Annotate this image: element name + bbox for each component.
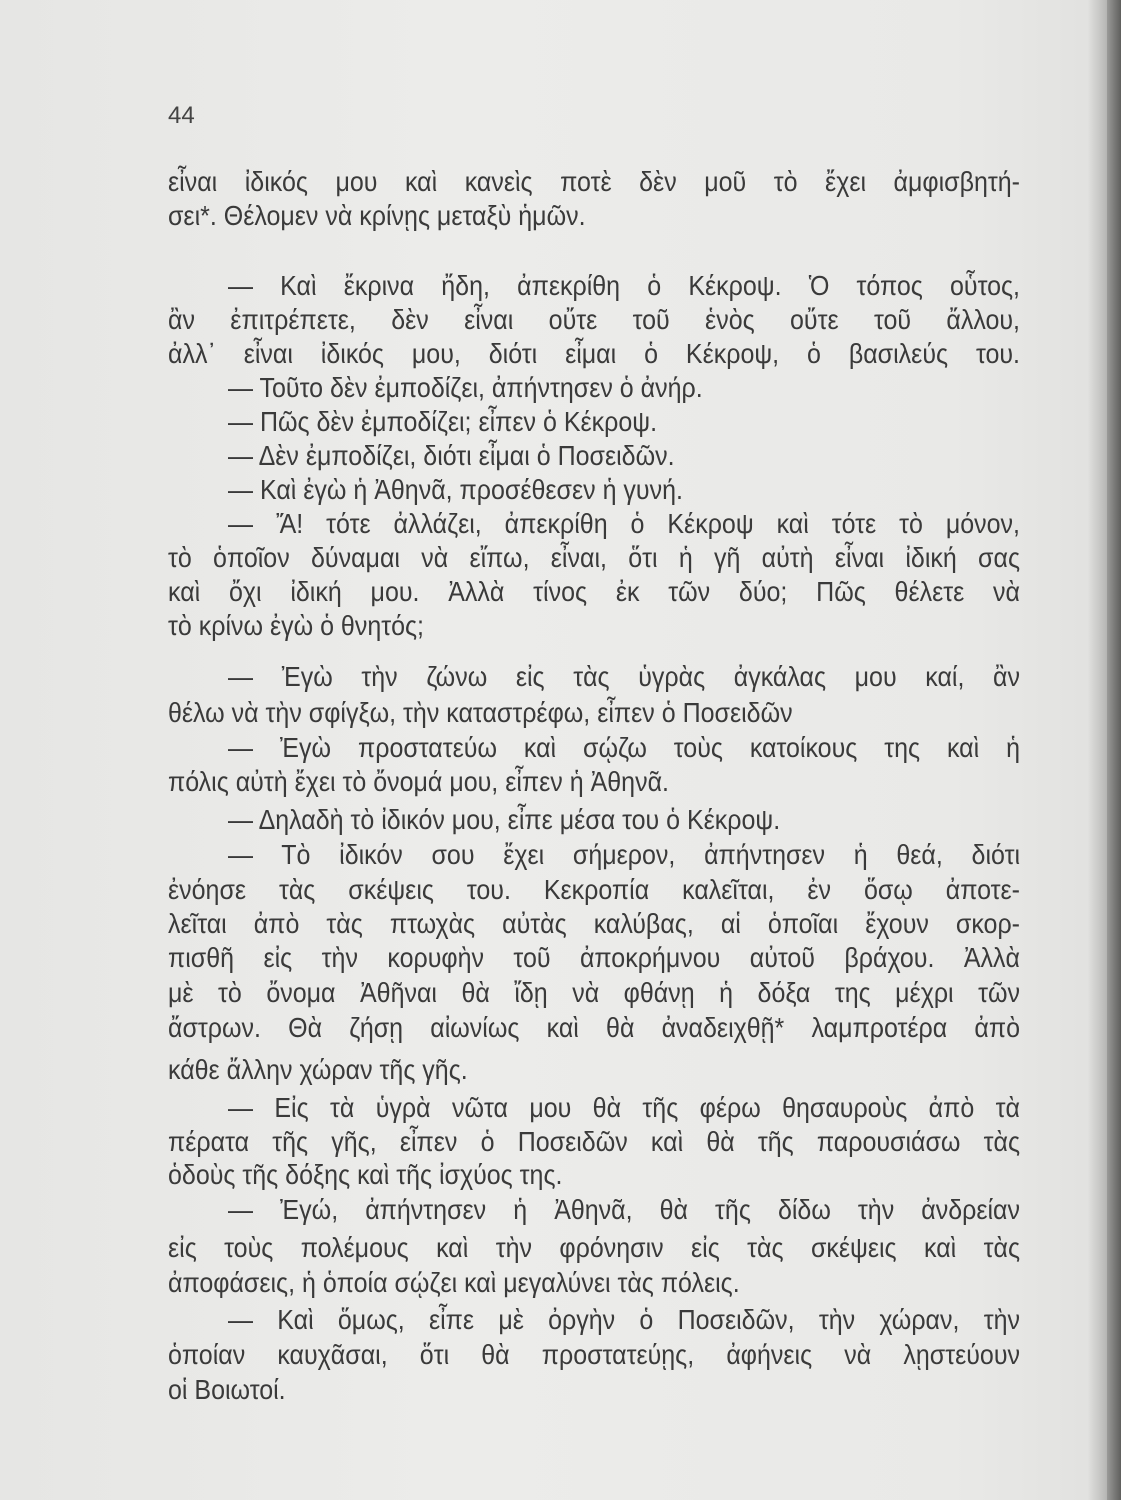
- text-line: — Δὲν ἐμποδίζει, διότι εἶμαι ὁ Ποσειδῶν.: [228, 440, 675, 472]
- text-line: — Εἰς τὰ ὑγρὰ νῶτα μου θὰ τῆς φέρω θησαυροὺς ἀπὸ τὰ: [228, 1092, 1020, 1124]
- book-binding-edge: [1107, 0, 1121, 1500]
- text-line: τὸ κρίνω ἐγὼ ὁ θνητός;: [168, 610, 425, 642]
- text-line: πόλις αὐτὴ ἔχει τὸ ὄνομά μου, εἶπεν ἡ Ἀθηνᾶ.: [168, 766, 669, 798]
- text-line: σει*. Θέλομεν νὰ κρίνῃς μεταξὺ ἡμῶν.: [168, 200, 586, 232]
- text-line: πισθῆ εἰς τὴν κορυφὴν τοῦ ἀποκρήμνου αὐτοῦ βράχου. Ἀλλὰ: [168, 942, 1020, 974]
- text-line: ὁποίαν καυχᾶσαι, ὅτι θὰ προστατεύῃς, ἀφήνεις νὰ λῃστεύουν: [168, 1339, 1020, 1371]
- text-line: — Τοῦτο δὲν ἐμποδίζει, ἀπήντησεν ὁ ἀνήρ.: [228, 372, 703, 404]
- text-line: ἄστρων. Θὰ ζήσῃ αἰωνίως καὶ θὰ ἀναδειχθῇ* λαμπροτέρα ἀπὸ: [168, 1012, 1020, 1044]
- text-line: τὸ ὁποῖον δύναμαι νὰ εἴπω, εἶναι, ὅτι ἡ γῆ αὐτὴ εἶναι ἰδική σας: [168, 542, 1020, 574]
- text-line: — Ἐγὼ τὴν ζώνω εἰς τὰς ὑγρὰς ἀγκάλας μου καί, ἂν: [228, 661, 1020, 693]
- text-line: — Ἐγὼ προστατεύω καὶ σῴζω τοὺς κατοίκους της καὶ ἡ: [228, 732, 1020, 764]
- text-line: — Δηλαδὴ τὸ ἰδικόν μου, εἶπε μέσα του ὁ Κέκροψ.: [228, 804, 781, 836]
- text-line: ὁδοὺς τῆς δόξης καὶ τῆς ἰσχύος της.: [168, 1159, 563, 1191]
- text-line: ἀλλ᾽ εἶναι ἰδικός μου, διότι εἶμαι ὁ Κέκροψ, ὁ βασιλεύς του.: [168, 338, 1020, 370]
- text-line: καὶ ὄχι ἰδική μου. Ἀλλὰ τίνος ἐκ τῶν δύο; Πῶς θέλετε νὰ: [168, 576, 1020, 608]
- page-number: 44: [168, 102, 195, 129]
- text-line: — Τὸ ἰδικόν σου ἔχει σήμερον, ἀπήντησεν ἡ θεά, διότι: [228, 839, 1020, 871]
- text-line: κάθε ἄλλην χώραν τῆς γῆς.: [168, 1054, 468, 1086]
- text-line: μὲ τὸ ὄνομα Ἀθῆναι θὰ ἴδῃ νὰ φθάνῃ ἡ δόξα της μέχρι τῶν: [168, 977, 1020, 1009]
- text-line: θέλω νὰ τὴν σφίγξω, τὴν καταστρέφω, εἶπεν ὁ Ποσειδῶν: [168, 697, 793, 729]
- text-line: — Ἄ! τότε ἀλλάζει, ἀπεκρίθη ὁ Κέκροψ καὶ τότε τὸ μόνον,: [228, 508, 1020, 540]
- text-line: — Πῶς δὲν ἐμποδίζει; εἶπεν ὁ Κέκροψ.: [228, 406, 658, 438]
- text-line: ἀποφάσεις, ἡ ὁποία σῴζει καὶ μεγαλύνει τὰς πόλεις.: [168, 1267, 740, 1299]
- text-line: ἂν ἐπιτρέπετε, δὲν εἶναι οὔτε τοῦ ἑνὸς οὔτε τοῦ ἄλλου,: [168, 304, 1020, 336]
- text-line: — Ἐγώ, ἀπήντησεν ἡ Ἀθηνᾶ, θὰ τῆς δίδω τὴν ἀνδρείαν: [228, 1194, 1020, 1226]
- text-line: — Καὶ ἐγὼ ἡ Ἀθηνᾶ, προσέθεσεν ἡ γυνή.: [228, 474, 683, 506]
- text-line: λεῖται ἀπὸ τὰς πτωχὰς αὐτὰς καλύβας, αἱ ὁποῖαι ἔχουν σκορ-: [168, 908, 1020, 940]
- text-line: ἐνόησε τὰς σκέψεις του. Κεκροπία καλεῖται, ἐν ὅσῳ ἀποτε-: [168, 874, 1020, 906]
- text-line: πέρατα τῆς γῆς, εἶπεν ὁ Ποσειδῶν καὶ θὰ τῆς παρουσιάσω τὰς: [168, 1126, 1020, 1158]
- text-line: εἰς τοὺς πολέμους καὶ τὴν φρόνησιν εἰς τὰς σκέψεις καὶ τὰς: [168, 1232, 1020, 1264]
- text-line: εἶναι ἰδικός μου καὶ κανεὶς ποτὲ δὲν μοῦ τὸ ἔχει ἀμφισβητή-: [168, 166, 1020, 198]
- text-line: — Καὶ ὅμως, εἶπε μὲ ὀργὴν ὁ Ποσειδῶν, τὴν χώραν, τὴν: [228, 1304, 1020, 1336]
- text-line: — Καὶ ἔκρινα ἤδη, ἀπεκρίθη ὁ Κέκροψ. Ὁ τόπος οὗτος,: [228, 270, 1020, 302]
- text-line: οἱ Βοιωτοί.: [168, 1374, 286, 1406]
